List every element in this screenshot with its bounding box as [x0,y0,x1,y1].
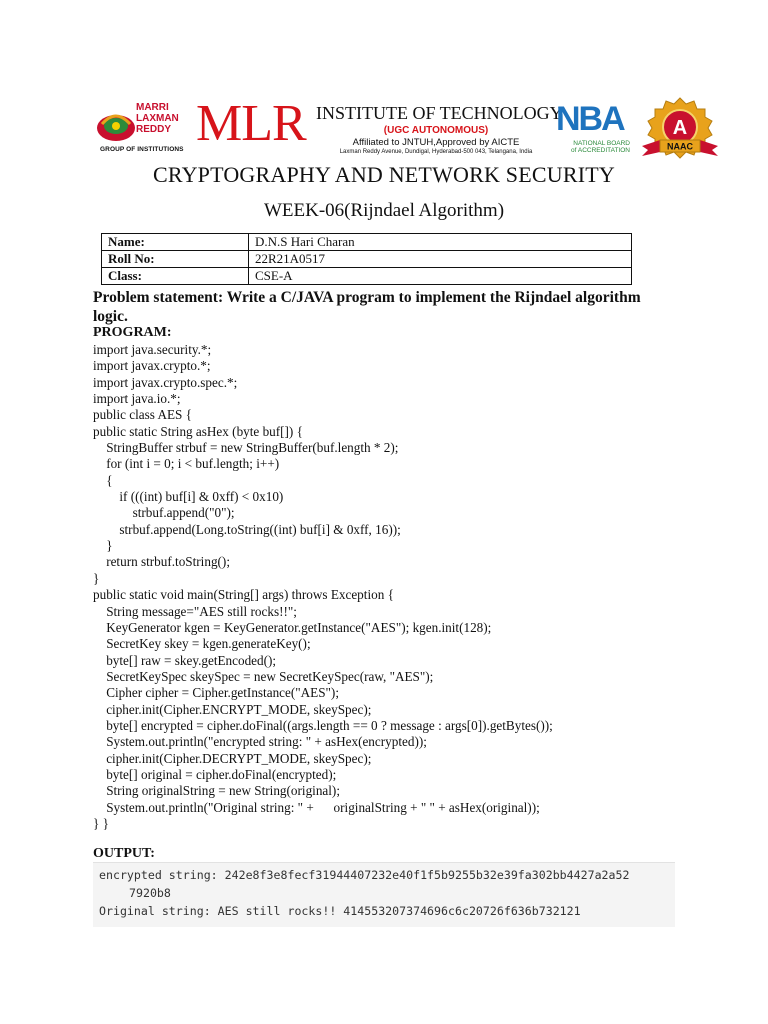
table-row [102,234,632,251]
code-line: return strbuf.toString(); [93,554,230,570]
code-line: import java.io.*; [93,391,181,407]
code-line: SecretKeySpec skeySpec = new SecretKeySpec(raw, "AES"); [93,668,434,684]
program-code [93,342,553,832]
code-line: import javax.crypto.*; [93,358,211,374]
autonomous-label: (UGC AUTONOMOUS) [383,125,489,136]
info-key: Name: [102,234,249,251]
info-value: CSE-A [249,268,632,285]
output-line: encrypted string: 242e8f3e8fecf31944407232e40f1f5b9255b32e39fa302bb4427a2a52 [99,868,630,882]
problem-statement: Problem statement: Write a C/JAVA program to implement the Rijndael algorithm logic. [93,289,641,325]
table-row [102,268,632,285]
code-line: Cipher cipher = Cipher.getInstance("AES"); [93,685,339,701]
code-line: { [93,472,113,488]
output-console [93,862,675,927]
code-line: } [93,538,113,554]
code-line: strbuf.append(Long.toString((int) buf[i] & 0xff, 16)); [93,521,401,537]
code-line: for (int i = 0; i < buf.length; i++) [93,456,280,472]
table-row [102,251,632,268]
mlr-logo-text: MLR [196,95,306,152]
letterhead [0,96,768,166]
output-label: OUTPUT: [93,846,155,861]
code-line: public static void main(String[] args) throws Exception { [93,587,394,603]
code-line: String originalString = new String(original); [93,783,340,799]
code-line: cipher.init(Cipher.DECRYPT_MODE, skeySpec); [93,750,372,766]
institute-block [316,103,563,155]
student-info-table [101,233,632,285]
code-line: public static String asHex (byte buf[]) { [93,423,303,439]
group-name: MARRI LAXMAN REDDY [136,102,179,135]
document-title: CRYPTOGRAPHY AND NETWORK SECURITY [153,162,615,187]
info-key: Roll No: [102,251,249,268]
code-line: String message="AES still rocks!!"; [93,603,297,619]
institute-name: INSTITUTE OF TECHNOLOGY [316,103,563,123]
group-logo [96,100,192,156]
naac-seal-icon [638,96,722,162]
info-key: Class: [102,268,249,285]
code-line: } [93,570,100,586]
code-line: KeyGenerator kgen = KeyGenerator.getInstance("AES"); kgen.init(128); [93,619,492,635]
code-line: import javax.crypto.spec.*; [93,374,238,390]
affiliation-text: Affiliated to JNTUH,Approved by AICTE [352,137,520,148]
nba-logo-text: NBA [556,100,624,138]
code-line: cipher.init(Cipher.ENCRYPT_MODE, skeySpec); [93,701,372,717]
code-line: System.out.println("Original string: " + originalString + " " + asHex(original)); [93,799,540,815]
nba-logo [556,102,636,158]
group-emblem-icon [96,104,136,144]
output-line: Original string: AES still rocks!! 414553207374696c6c20726f636b732121 [99,904,581,918]
code-line: StringBuffer strbuf = new StringBuffer(buf.length * 2); [93,440,399,456]
code-line: import java.security.*; [93,342,212,357]
code-line: } } [93,815,109,831]
group-subtitle: GROUP OF INSTITUTIONS [100,146,184,153]
code-line: if (((int) buf[i] & 0xff) < 0x10) [93,489,284,505]
code-line: byte[] raw = skey.getEncoded(); [93,652,277,668]
naac-ribbon-text: NAAC [667,141,693,152]
code-line: System.out.println("encrypted string: " + asHex(encrypted)); [93,734,427,750]
info-value: 22R21A0517 [249,251,632,268]
program-label: PROGRAM: [93,325,172,340]
code-line: byte[] original = cipher.doFinal(encrypted); [93,766,337,782]
info-value: D.N.S Hari Charan [249,234,632,251]
code-line: strbuf.append("0"); [93,505,235,521]
code-line: public class AES { [93,407,193,423]
address-text: Laxman Reddy Avenue, Dundigal, Hyderabad-500 043, Telangana, India [339,149,533,155]
output-line: 7920b8 [129,886,171,900]
nba-subtitle: NATIONAL BOARD of ACCREDITATION [571,140,630,154]
code-line: byte[] encrypted = cipher.doFinal((args.length == 0 ? message : args[0]).getBytes()); [93,717,553,733]
week-heading: WEEK-06(Rijndael Algorithm) [263,200,505,221]
naac-badge [638,96,722,162]
code-line: SecretKey skey = kgen.generateKey(); [93,636,311,652]
naac-grade: A [672,117,688,139]
